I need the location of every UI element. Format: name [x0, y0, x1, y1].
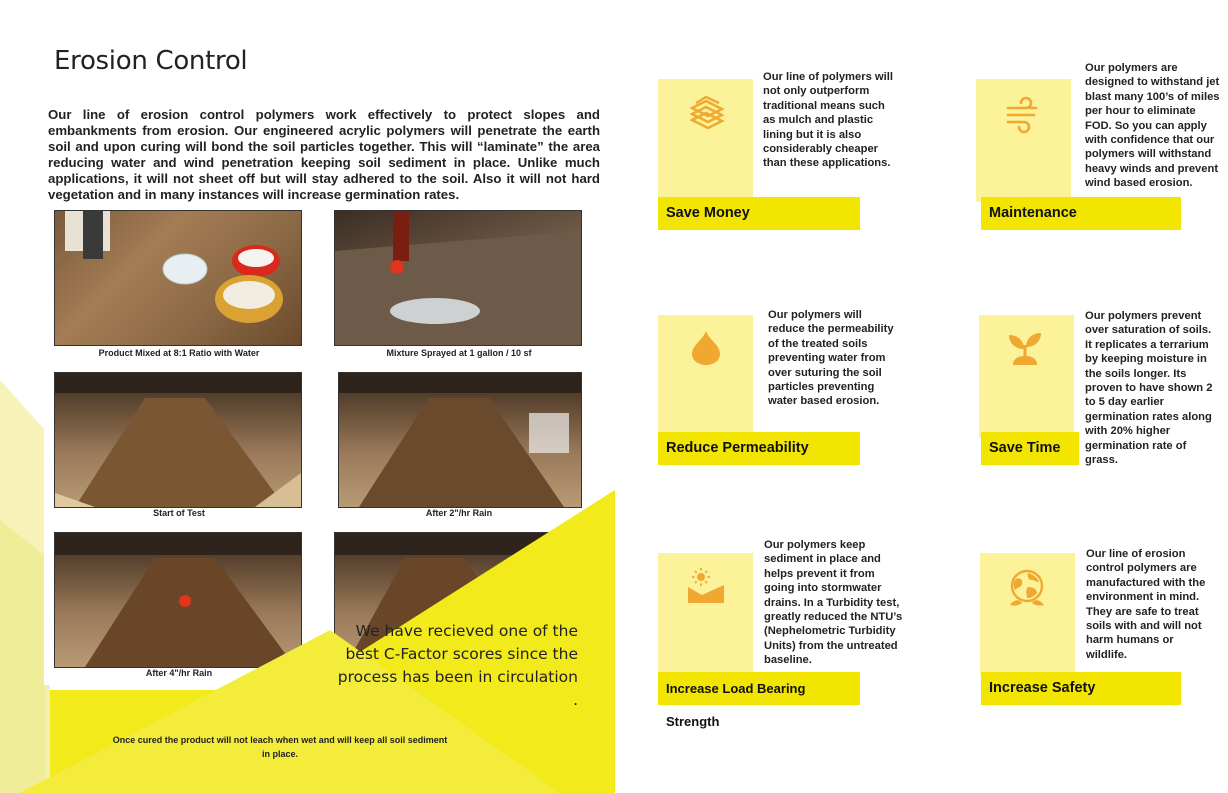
load-bearing-label: Increase Load Bearing Strength — [658, 672, 860, 705]
save-time-label: Save Time — [981, 432, 1079, 465]
save-money-icon-box — [658, 79, 753, 202]
water-drop-icon — [686, 327, 726, 367]
footnote: Once cured the product will not leach when wet and will keep all soil sediment in place. — [112, 735, 448, 759]
eco-globe-icon — [1006, 565, 1048, 607]
c-factor-quote: We have recieved one of the best C-Factor scores since the process has been in circulation . — [337, 622, 578, 709]
save-time-description: Our polymers prevent over saturation of soils. It replicates a terrarium by keeping moisture in the soils longer. Its proven to have shown 2 to 5 day earlier germination rates along with 20% higher germination rate of grass. — [1085, 310, 1213, 467]
wind-icon — [1002, 94, 1042, 134]
increase-safety-icon-box — [980, 553, 1075, 676]
page-title: Erosion Control — [54, 46, 248, 76]
load-bearing-icon-box — [658, 553, 753, 676]
reduce-permeability-description: Our polymers will reduce the permeability of the treated soils preventing water from over suturing the soil particles preventing water based erosion. — [768, 309, 894, 408]
maintenance-label: Maintenance — [981, 197, 1181, 230]
photo-caption: Product Mixed at 8:1 Ratio with Water — [98, 348, 260, 358]
save-money-description: Our line of polymers will not only outperform traditional means such as mulch and plastic lining but it is also considerably cheaper than these applications. — [763, 71, 893, 170]
increase-safety-description: Our line of erosion control polymers are manufactured with the environment in mind. They are safe to treat soils with and will not harm humans or wildlife. — [1086, 548, 1206, 661]
save-money-label: Save Money — [658, 197, 860, 230]
photo-caption: After 2"/hr Rain — [425, 508, 493, 518]
reduce-permeability-label: Reduce Permeability — [658, 432, 860, 465]
load-bearing-description: Our polymers keep sediment in place and helps prevent it from going into stormwater drains. In a Turbidity test, greatly reduced the NTU’s (Nephelometric Turbidity Units) from the untreated baseline. — [764, 539, 903, 667]
maintenance-description: Our polymers are designed to withstand jet blast many 100’s of miles per hour to eliminate FOD. So you can apply with confidence that our polymers will withstand heavy winds and prevent wind based erosion. — [1085, 62, 1220, 190]
photo-caption: Start of Test — [153, 508, 205, 518]
photo-caption: Mixture Sprayed at 1 gallon / 10 sf — [386, 348, 532, 358]
sprout-icon — [1005, 327, 1045, 367]
photo-caption: After 4"/hr Rain — [145, 668, 213, 678]
save-time-icon-box — [979, 315, 1074, 438]
intro-paragraph: Our line of erosion control polymers work effectively to protect slopes and embankments from erosion. Our engineered acrylic polymers will penetrate the earth soil and upon curing will bond the soil particles together. This will “laminate” the area reducing water and wind penetration keeping soil sediment in place. Unlike much applications, it will not sheet off but will stay adhered to the soil. Also it will not hard vegetation and in many instances will increase germination rates. — [48, 107, 600, 202]
increase-safety-label: Increase Safety — [981, 672, 1181, 705]
maintenance-icon-box — [976, 79, 1071, 202]
reduce-permeability-icon-box — [658, 315, 753, 438]
money-stack-icon — [686, 94, 726, 134]
landscape-icon — [686, 565, 726, 605]
